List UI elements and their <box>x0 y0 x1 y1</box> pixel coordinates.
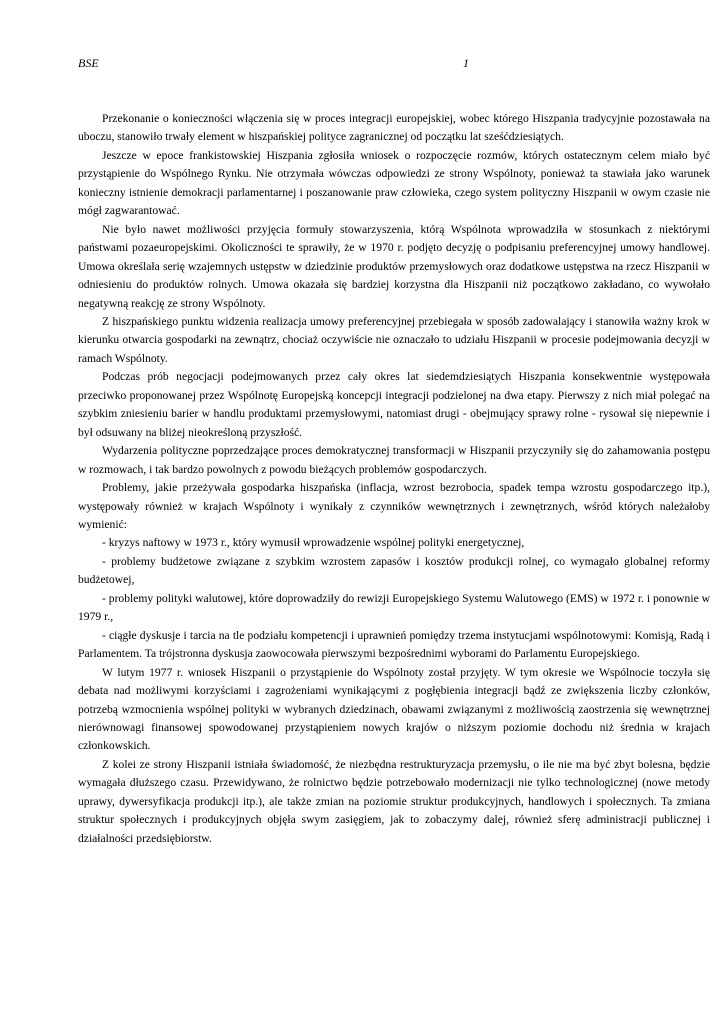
list-item: - kryzys naftowy w 1973 r., który wymusił wprowadzenie wspólnej polityki energetycznej, <box>102 536 525 550</box>
paragraph: Jeszcze w epoce frankistowskiej Hiszpania zgłosiła wniosek o rozpoczęcie rozmów, których ostatecznym celem miało być przystąpienie do Wspólnego Rynku. Nie otrzymała wówczas odpowiedzi ze strony Wspólnoty, ponieważ ta stawiała jako warunek konieczny istnienie demokracji parlamentarnej i poszanowanie praw człowieka, czego system polityczny Hiszpanii w owym czasie nie mógł zagwarantować. <box>78 148 710 218</box>
paragraph: Z hiszpańskiego punktu widzenia realizacja umowy preferencyjnej przebiegała w sposób zadowalający i stanowiła ważny krok w kierunku otwarcia gospodarki na zewnątrz, chociaż oczywiście nie oznaczało to udziału Hiszpanii w procesie podejmowania decyzji w ramach Wspólnoty. <box>78 314 710 365</box>
page-header <box>78 56 469 72</box>
paragraph: Nie było nawet możliwości przyjęcia formuły stowarzyszenia, którą Wspólnota wprowadziła w stosunkach z niektórymi państwami pozaeuropejskimi. Okoliczności te sprawiły, że w 1970 r. podjęto decyzję o podpisaniu preferencyjnej umowy handlowej. Umowa określała serię wzajemnych ustępstw w dziedzinie produktów przemysłowych oraz dodatkowe ustępstwa na rzecz Hiszpanii w odniesieniu do produktów rolnych. Umowa okazała się bardziej korzystna dla Hiszpanii niż początkowo zakładano, co wywołało negatywną reakcję ze strony Wspólnoty. <box>78 222 710 310</box>
header-title: BSE <box>78 56 99 70</box>
paragraph: Wydarzenia polityczne poprzedzające proces demokratycznej transformacji w Hiszpanii przyczyniły się do zahamowania postępu w rozmowach, i tak bardzo powolnych z powodu bieżących problemów gospodarczych. <box>78 444 710 476</box>
paragraph: Problemy, jakie przeżywała gospodarka hiszpańska (inflacja, wzrost bezrobocia, spadek tempa wzrostu gospodarczego itp.), występowały również w krajach Wspólnoty i wynikały z czynników wewnętrznych i zewnętrznych, wśród których należałoby wymienić: <box>78 481 710 531</box>
paragraph: W lutym 1977 r. wniosek Hiszpanii o przystąpienie do Wspólnoty został przyjęty. W tym okresie we Wspólnocie toczyła się debata nad możliwymi korzyściami i zagrożeniami wynikającymi z pogłębienia integracji bądź ze zwiększenia liczby członków, potrzebą wzmocnienia wspólnej polityki w wybranych dziedzinach, obawami związanymi z możliwością zaostrzenia się wewnętrznej nierównowagi finansowej spowodowanej przystąpieniem nowych krajów o niższym poziomie dochodu niż średnia w krajach członkowskich. <box>78 665 710 753</box>
list-item: - problemy budżetowe związane z szybkim wzrostem zapasów i kosztów produkcji rolnej, co wymagało globalnej reformy budżetowej, <box>78 554 710 587</box>
paragraph: Podczas prób negocjacji podejmowanych przez cały okres lat siedemdziesiątych Hiszpania konsekwentnie występowała przeciwko proponowanej przez Wspólnotę Europejską koncepcji integracji podzielonej na dwa etapy. Pierwszy z nich miał polegać na szybkim zniesieniu barier w handlu produktami przemysłowymi, natomiast drugi - obejmujący sprawy rolne - rysował się niepewnie i był odsuwany na bliżej nieokreśloną przyszłość. <box>78 370 710 439</box>
list-item: - problemy polityki walutowej, które doprowadziły do rewizji Europejskiego Systemu Walutowego (EMS) w 1972 r. i ponownie w 1979 r., <box>78 591 710 624</box>
paragraph: Z kolei ze strony Hiszpanii istniała świadomość, że niezbędna restrukturyzacja przemysłu, o ile nie ma być zbyt bolesna, będzie wymagała dłuższego czasu. Przewidywano, że rolnictwo będzie potrzebowało modernizacji nie tylko technologicznej (nowe metody uprawy, dywersyfikacja produkcji itp.), ale także zmian na poziomie struktur produkcyjnych, handlowych i społecznych. Ta zmiana struktur społecznych i produkcyjnych objęła swym zasięgiem, jak to zobaczymy dalej, również sferę administracji publicznej i działalności przedsiębiorstw. <box>78 757 710 845</box>
body-text <box>78 110 710 848</box>
page-number: 1 <box>463 56 469 70</box>
list-item: - ciągłe dyskusje i tarcia na tle podziału kompetencji i uprawnień pomiędzy trzema instytucjami wspólnotowymi: Komisją, Radą i Parlamentem. Ta trójstronna dyskusja zaowocowała pierwszymi bezpośrednimi wyborami do Parlamentu Europejskiego. <box>78 628 710 661</box>
paragraph: Przekonanie o konieczności włączenia się w proces integracji europejskiej, wobec którego Hiszpania tradycyjnie pozostawała na uboczu, stanowiło trwały element w hiszpańskiej polityce zagranicznej od początku lat sześćdziesiątych. <box>78 112 710 144</box>
